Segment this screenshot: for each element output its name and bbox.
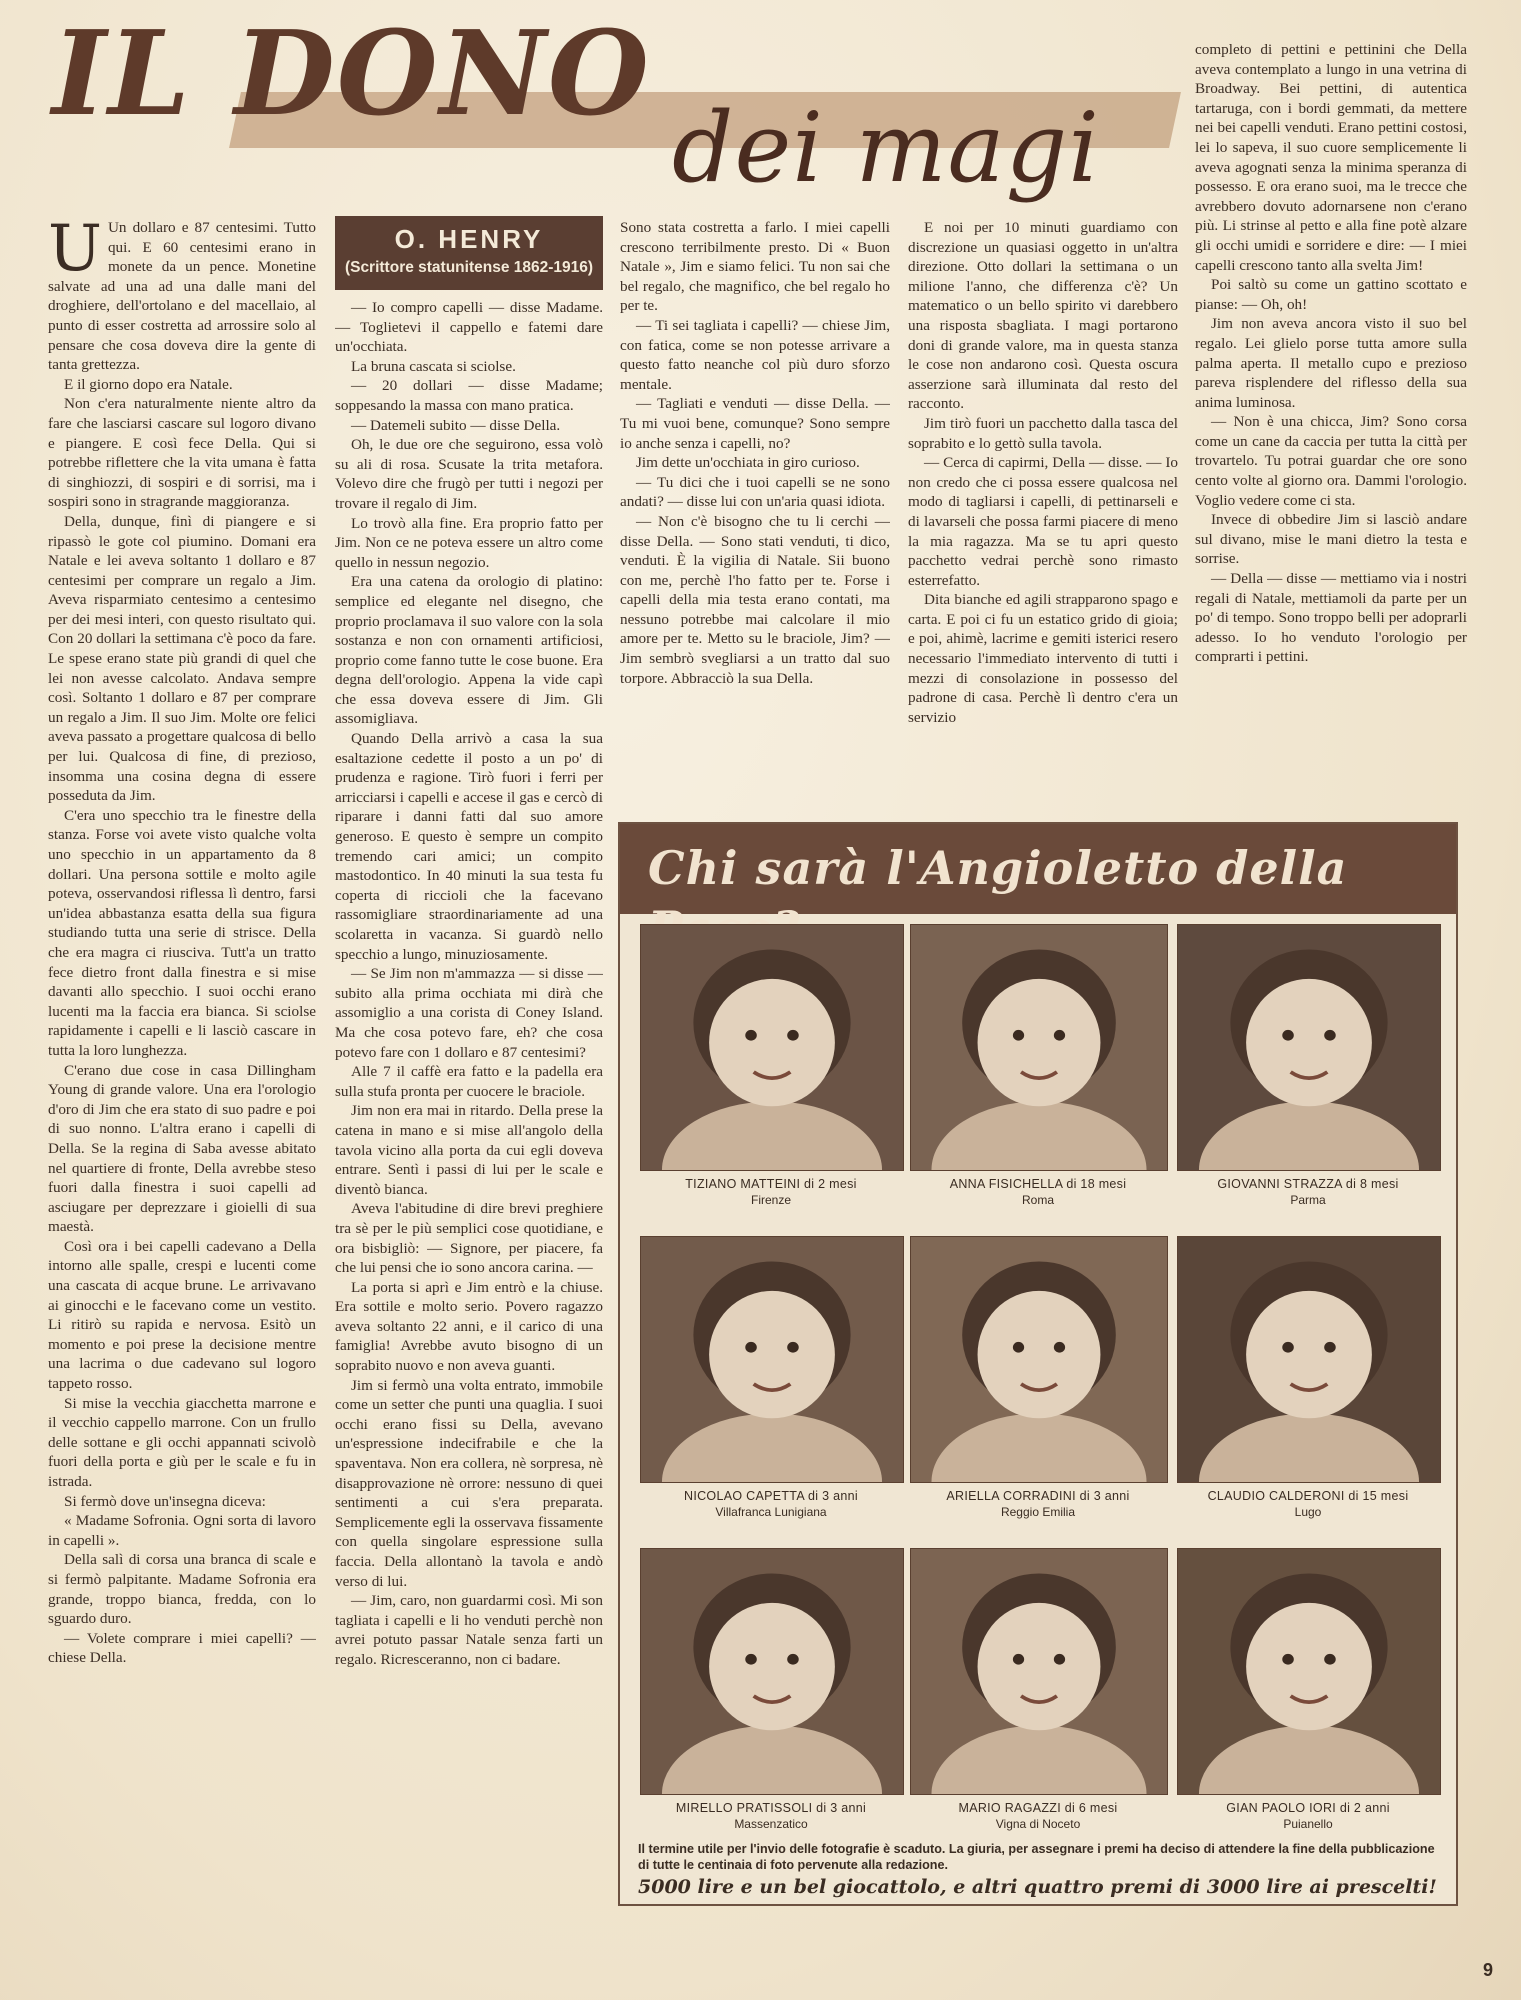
child-name: NICOLAO CAPETTA di 3 anni [684,1489,858,1503]
child-city: Puianello [1283,1817,1333,1831]
story-paragraph [48,218,316,375]
child-photo [910,1236,1168,1483]
child-name: GIAN PAOLO IORI di 2 anni [1226,1801,1390,1815]
story-paragraph: Non c'era naturalmente niente altro da fare che lasciarsi cascare sul logoro divano e piangere. E così fece Della. Qui si potrebbe riflettere che la vita umana è fatta di singhiozzi, di sospiri e di sorrisi, ma i sospiri sono in stragrande maggioranza. [48,395,316,511]
child-portrait-icon [911,925,1167,1170]
page-number: 9 [1483,1960,1494,1980]
contest-header [620,824,1456,914]
contest-prize: 5000 lire e un bel giocattolo, e altri quattro premi di 3000 lire ai prescelti! [638,1876,1437,1898]
contest-box [618,822,1458,1906]
child-city: Firenze [750,1193,791,1207]
story-paragraph: Oh, le due ore che seguirono, essa volò su ali di rosa. Scusate la trita metafora. Volevo dire che frugò per tutti i negozi per trovare il regalo di Jim. [335,436,603,512]
contest-title: Chi sarà l'Angioletto della [648,841,1348,895]
story-paragraph: Jim non era mai in ritardo. Della prese la catena in mano e si mise all'angolo della tavola vicino alla porta da cui egli doveva entrare. Sentì i passi di lui per le scale e diventò bianca. [335,1102,603,1198]
child-name: CLAUDIO CALDERONI di 15 mesi [1207,1489,1409,1503]
story-paragraph: C'erano due cose in casa Dillingham Young di grande valore. Una era l'orologio d'oro di Jim che era stato di suo padre e poi di suo nonno. L'altra erano i capelli di Della. Se la regina di Saba avesse abitato nel quartiere di fronte, Della avrebbe steso fuori dalla finestra i suoi capelli ad asciugare per deprezzare i gioielli di sua maestà. [48,1061,316,1236]
child-photo [1177,1548,1441,1795]
story-paragraph: — Io compro capelli — disse Madame. — Toglietevi il cappello e fatemi dare un'occhiata. [335,299,603,356]
story-column-4 [908,218,1178,808]
child-photo [640,1236,904,1483]
story-column-2 [335,298,603,1948]
child-city: Parma [1290,1193,1326,1207]
story-paragraph: Lo trovò alla fine. Era proprio fatto per Jim. Non ce ne poteva essere un altro come quello in nessun negozio. [335,514,603,571]
story-paragraph: — Tagliati e venduti — disse Della. — Tu mi vuoi bene, comunque? Sono sempre io anche senza i capelli, no? [620,395,890,452]
child-name: MARIO RAGAZZI di 6 mesi [958,1801,1118,1815]
author-note: (Scrittore statunitense 1862-1916) [344,259,594,276]
story-paragraph: Quando Della arrivò a casa la sua esaltazione cedette il posto a un po' di prudenza e ragione. Tirò fuori i ferri per arricciarsi i capelli e accese il gas e cercò di riparare i danni fatti dal suo amore generoso. E questo è sempre un compito tremendo cari amici; un compito mastodontico. In 40 minuti la sua testa fu coperta di riccioli che la facevano rassomigliare straordinariamente ad una scolaretta in vacanza. Si guardò nello specchio a lungo, minuziosamente. [335,730,603,963]
story-paragraph: E il giorno dopo era Natale. [64,375,233,393]
story-paragraph: Si fermò dove un'insegna diceva: [64,1492,266,1510]
story-paragraph: — Jim, caro, non guardarmi così. Mi son tagliata i capelli e li ho venduti perchè non avrei potuto passar Natale senza farti un regalo. Ricresceranno, non ci badare. [335,1592,603,1668]
child-portrait-icon [1178,1549,1440,1794]
child-city: Massenzatico [734,1817,808,1831]
story-paragraph: — Cerca di capirmi, Della — disse. — Io non credo che ci possa essere qualcosa nel modo di tagliarsi i capelli, di pettinarseli e di lavarseli che possa farmi piacere di meno la mia ragazza. Ma se tu apri questo pacchetto vedrai perchè sono rimasto esterrefatto. [908,454,1178,589]
child-name: MIRELLO PRATISSOLI di 3 anni [675,1801,867,1815]
child-city: Reggio Emilia [1000,1505,1076,1519]
story-paragraph: Della salì di corsa una branca di scale e si fermò palpitante. Madame Sofronia era grande, troppo bianca, fredda, con lo sguardo duro. [48,1551,316,1628]
child-name: ANNA FISICHELLA di 18 mesi [949,1177,1127,1191]
child-city: Roma [1021,1193,1054,1207]
story-paragraph: C'era uno specchio tra le finestre della stanza. Forse voi avete visto qualche volta uno specchio in un appartamento da 8 dollari. Una persona sottile e molto agile poteva, osservandosi riflessa lì dentro, farsi un'idea abbastanza esatta della sua figura studiando tutta una serie di strisce. Della che era magra ci riusciva. Tutt'a un tratto fece dietro front dalla finestra e si mise davanti allo specchio. I suoi occhi erano lucenti ma la faccia era bianca. Si sciolse rapidamente i capelli e li lasciò cascare in tutta la loro lunghezza. [48,806,316,1059]
child-city: Villafranca Lunigiana [715,1505,827,1519]
child-portrait-icon [1178,1237,1440,1482]
story-column-3 [620,218,890,808]
headline-title: IL DONO [52,6,651,142]
child-portrait-icon [911,1237,1167,1482]
story-column-5 [1195,40,1467,810]
author-box [335,216,603,290]
story-paragraph: Era una catena da orologio di platino: semplice ed elegante nel disegno, che proprio proclamava il suo valore con la sola sostanza e non con ornamenti artificiosi, proprio come fanno tutte le cose buone. Era degna dell'orologio. Appena la vide capì che essa doveva essere di Jim. Gli assomigliava. [335,573,603,728]
child-photo [910,1548,1168,1795]
child-portrait-icon [641,1237,903,1482]
story-paragraph: Si mise la vecchia giacchetta marrone e il vecchio cappello marrone. Con un frullo delle sottane e gli occhi appannati scivolò fuori della porta e giù per le scale e fu in istrada. [48,1394,316,1490]
story-paragraph: Jim non aveva ancora visto il suo bel regalo. Lei glielo porse tutta amore sulla palma aperta. Il metallo cupo e prezioso pareva risplendere del riflesso della sua anima luminosa. [1195,315,1467,411]
story-paragraph: completo di pettini e pettinini che Della aveva contemplato a lungo in una vetrina di Broadway. Bei pettini, di autentica tartaruga, con i bordi gemmati, da mettere nei bei capelli venduti. Erano pettini costosi, lei lo sapeva, il suo cuore semplicemente li aveva agognati senza la minima speranza di possesso. E ora erano suoi, ma le trecce che avrebbero dovuto adornarsene non c'erano più. Li strinse al petto e alla fine potè alzare gli occhi umidi e sorridere e dire: — I miei capelli crescono tanto alla svelta Jim! [1195,41,1467,274]
story-paragraph: — Della — disse — mettiamo via i nostri regali di Natale, mettiamoli da parte per un po' di tempo. Sono troppo belli per adoprarli adesso. Io ho venduto l'orologio per comprarti i pettini. [1195,570,1467,666]
story-paragraph: Aveva l'abitudine di dire brevi preghiere tra sè per le più semplici cose quotidiane, e ora bisbigliò: — Signore, per piacere, fa che lui pensi che io sono ancora carina. — [335,1200,603,1277]
child-photo [640,924,904,1171]
child-portrait-icon [641,1549,903,1794]
story-paragraph: Alle 7 il caffè era fatto e la padella era sulla stufa pronta per cuocere le braciole. [335,1063,603,1100]
story-paragraph: Della, dunque, finì di piangere e si ripassò le gote col piumino. Domani era Natale e lei aveva soltanto 1 dollaro e 87 centesimi per comprare un regalo a Jim. Aveva risparmiato centesimo a centesimo per dei mesi interi, con questo risultato qui. Con 20 dollari la settimana c'è poco da fare. Le spese erano state più grandi di quel che lei non avesse calcolato. Andava sempre così. Soltanto 1 dollaro e 87 per comprare un regalo a Jim. Il suo Jim. Molte ore felici aveva passato a progettare qualcosa di bello per lui. Qualcosa di fine, di prezioso, insomma una cosina degna di essere posseduta da Jim. [48,512,316,805]
first-paragraph-text: Un dollaro e 87 centesimi. Tutto qui. E 60 centesimi erano in monete da un pence. Monetine salvate ad una ad una dalle mani del droghiere, dell'ortolano e del macellaio, al punto di esser costretta ad arrossire solo al pensare che cosa doveva dire la gente di tanta grettezza. [48,219,316,374]
child-name: GIOVANNI STRAZZA di 8 mesi [1217,1177,1399,1191]
headline-subtitle: dei magi [672,92,1100,204]
story-paragraph: Jim dette un'occhiata in giro curioso. [636,454,860,472]
story-paragraph: Jim si fermò una volta entrato, immobile come un setter che punti una quaglia. I suoi occhi erano fissi su Della, avevano un'espressione indecifrabile e che la spaventava. Non era collera, nè sorpresa, nè disapprovazione nè orrore: nessuno di quei sentimenti a cui s'era preparata. Semplicemente egli la osservava fissamente con quella singolare espressione sulla faccia. Della allontanò la tavola e andò verso di lui. [335,1376,603,1590]
drop-cap: U [48,218,102,286]
story-paragraph: Dita bianche ed agili strapparono spago e carta. E poi ci fu un estatico grido di gioia; e poi, ahimè, lacrime e gemiti isterici resero necessario l'immediato intervento di tutti i mezzi di consolazione in possesso del padrone di casa. Perchè lì dentro c'era un servizio [908,591,1178,726]
story-paragraph: — Volete comprare i miei capelli? — chiese Della. [48,1629,316,1667]
story-paragraph: La porta si aprì e Jim entrò e la chiuse. Era sottile e molto serio. Povero ragazzo aveva soltanto 22 anni, e il carico di una famiglia! Avrebbe avuto bisogno di un soprabito nuovo e non aveva guanti. [335,1278,603,1375]
story-paragraph: La bruna cascata si sciolse. [351,357,516,375]
child-photo [1177,1236,1441,1483]
story-paragraph: — Se Jim non m'ammazza — si disse — subito alla prima occhiata mi dirà che assomiglio a una corista di Coney Island. Ma che cosa potevo fare, eh? che cosa potevo fare con 1 dollaro e 87 centesimi? [335,965,603,1061]
child-name: TIZIANO MATTEINI di 2 mesi [685,1177,857,1191]
story-paragraph: — Ti sei tagliata i capelli? — chiese Jim, con fatica, come se non potesse arrivare a questo fatto neanche col più duro sforzo mentale. [620,316,890,393]
child-portrait-icon [641,925,903,1170]
story-paragraph: Poi saltò su come un gattino scottato e pianse: — Oh, oh! [1195,276,1467,313]
child-city: Vigna di Noceto [995,1817,1081,1831]
child-city: Lugo [1294,1505,1322,1519]
story-paragraph: E noi per 10 minuti guardiamo con discrezione un quasiasi oggetto in un'altra direzione. Otto dollari la settimana o un milione l'anno, che differenza c'è? Un matematico o un bello spirito vi darebbero una risposta sbagliata. I magi portarono doni di grande valore, ma in questa stanza le cose non andarono così. Questa oscura asserzione sarà illuminata dal resto del racconto. [908,219,1178,413]
story-paragraph: « Madame Sofronia. Ogni sorta di lavoro in capelli ». [48,1512,316,1549]
child-photo [640,1548,904,1795]
story-paragraph: — Non è una chicca, Jim? Sono corsa come un cane da caccia per tutta la città per trovartelo. Tu potrai guardar che ore sono cento volte al giorno ora. Dammi l'orologio. Voglio vedere come ci sta. [1195,413,1467,509]
child-name: ARIELLA CORRADINI di 3 anni [946,1489,1130,1503]
child-portrait-icon [911,1549,1167,1794]
child-portrait-icon [1178,925,1440,1170]
story-paragraph: — Datemeli subito — disse Della. [351,416,561,434]
author-name: O. HENRY [394,224,544,254]
story-column-1 [48,218,316,1948]
story-paragraph: Sono stata costretta a farlo. I miei capelli crescono terribilmente presto. Di « Buon Natale », Jim e siamo felici. Tu non sai che bel regalo, che magnifico, che bel regalo ho per te. [620,219,890,315]
story-paragraph: Così ora i bei capelli cadevano a Della intorno alle spalle, crespi e lucenti come una cascata di acque brune. Le arrivavano ai ginocchi e le facevano come un vestito. Li ritirò su rapida e nervosa. Esitò un momento e poi prese la decisione mentre una lacrima o due cadevano sul logoro tappeto rosso. [48,1237,316,1393]
contest-note: Il termine utile per l'invio delle fotografie è scaduto. La giuria, per assegnare i premi ha deciso di attendere la fine della pubblicazione di tutte le centinaia di foto pervenute alla redazione. [638,1842,1435,1872]
story-paragraph: — Tu dici che i tuoi capelli se ne sono andati? — disse lui con un'aria quasi idiota. [620,473,890,511]
story-paragraph: — 20 dollari — disse Madame; soppesando la massa con mano pratica. [335,377,603,414]
story-paragraph: Invece di obbedire Jim si lasciò andare sul divano, mise le mani dietro la testa e sorrise. [1195,511,1467,568]
story-paragraph: — Non c'è bisogno che tu li cerchi — disse Della. — Sono stati venduti, ti dico, venduti. È la vigilia di Natale. Sii buono con me, perchè l'ho fatto per te. Forse i capelli della mia testa erano contati, ma nessuno potrebbe mai calcolare il mio amore per te. Metto su le braciole, Jim? — Jim sembrò svegliarsi a un tratto dal suo torpore. Abbracciò la sua Della. [620,512,890,687]
child-photo [1177,924,1441,1171]
child-photo [910,924,1168,1171]
story-paragraph: Jim tirò fuori un pacchetto dalla tasca del soprabito e lo gettò sulla tavola. [908,414,1178,452]
